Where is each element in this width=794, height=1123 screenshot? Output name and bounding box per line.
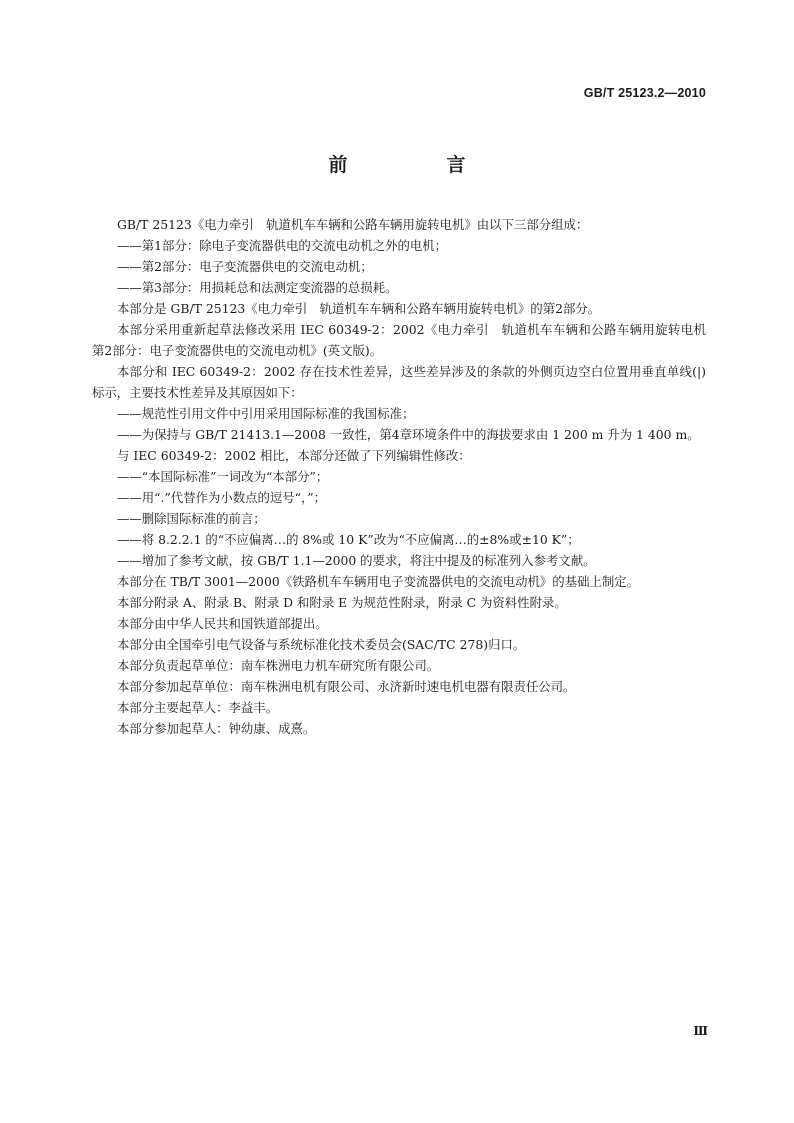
- body-paragraph: 本部分主要起草人：李益丰。: [117, 700, 279, 715]
- body-paragraph: 本部分是 GB/T 25123《电力牵引 轨道机车车辆和公路车辆用旋转电机》的第2部分。: [117, 301, 601, 316]
- list-item: ——“本国际标准”一词改为“本部分”；: [117, 469, 329, 484]
- list-item: ——第1部分：除电子变流器供电的交流电动机之外的电机；: [117, 238, 448, 253]
- list-item: ——增加了参考文献，按 GB/T 1.1—2000 的要求，将注中提及的标准列入参考文献。: [117, 553, 596, 568]
- body-paragraph: 本部分负责起草单位：南车株洲电力机车研究所有限公司。: [117, 658, 440, 673]
- body-paragraph: 与 IEC 60349-2：2002 相比，本部分还做了下列编辑性修改：: [117, 448, 471, 463]
- body-paragraph: GB/T 25123《电力牵引 轨道机车车辆和公路车辆用旋转电机》由以下三部分组成：: [117, 217, 589, 232]
- standard-code: GB/T 25123.2—2010: [583, 86, 706, 100]
- body-paragraph: 本部分在 TB/T 3001—2000《铁路机车车辆用电子变流器供电的交流电动机》的基础上制定。: [117, 574, 640, 589]
- body-paragraph: 本部分和 IEC 60349-2：2002 存在技术性差异，这些差异涉及的条款的外侧页边空白位置用垂直单线(|)标示，主要技术性差异及其原因如下：: [92, 364, 706, 400]
- body-paragraph: 本部分附录 A、附录 B、附录 D 和附录 E 为规范性附录，附录 C 为资料性附录。: [117, 595, 567, 610]
- list-item: ——第2部分：电子变流器供电的交流电动机；: [117, 259, 373, 274]
- body-paragraph: 本部分参加起草人：钟幼康、成熹。: [117, 721, 316, 736]
- body-paragraph: 本部分由全国牵引电气设备与系统标准化技术委员会(SAC/TC 278)归口。: [117, 637, 526, 652]
- body-paragraph: 本部分参加起草单位：南车株洲电机有限公司、永济新时速电机电器有限责任公司。: [117, 679, 576, 694]
- list-item: ——第3部分：用损耗总和法测定变流器的总损耗。: [117, 280, 398, 295]
- list-item: ——为保持与 GB/T 21413.1—2008 一致性，第4章环境条件中的海拔要求由 1 200 m 升为 1 400 m。: [117, 427, 700, 442]
- body-paragraph: 本部分由中华人民共和国铁道部提出。: [117, 616, 328, 631]
- list-item: ——将 8.2.2.1 的“不应偏离…的 8%或 10 K”改为“不应偏离…的±8%或±10 K”；: [117, 532, 580, 547]
- list-item: ——删除国际标准的前言；: [117, 511, 266, 526]
- body-paragraph: 本部分采用重新起草法修改采用 IEC 60349-2：2002《电力牵引 轨道机车车辆和公路车辆用旋转电机 第2部分：电子变流器供电的交流电动机》(英文版)。: [92, 322, 719, 358]
- page-title: 前 言: [328, 154, 506, 176]
- page-number: Ⅲ: [693, 1024, 708, 1038]
- document-body: [92, 214, 719, 739]
- list-item: ——用“.”代替作为小数点的逗号“，”；: [117, 490, 326, 505]
- list-item: ——规范性引用文件中引用采用国际标准的我国标准；: [117, 406, 415, 421]
